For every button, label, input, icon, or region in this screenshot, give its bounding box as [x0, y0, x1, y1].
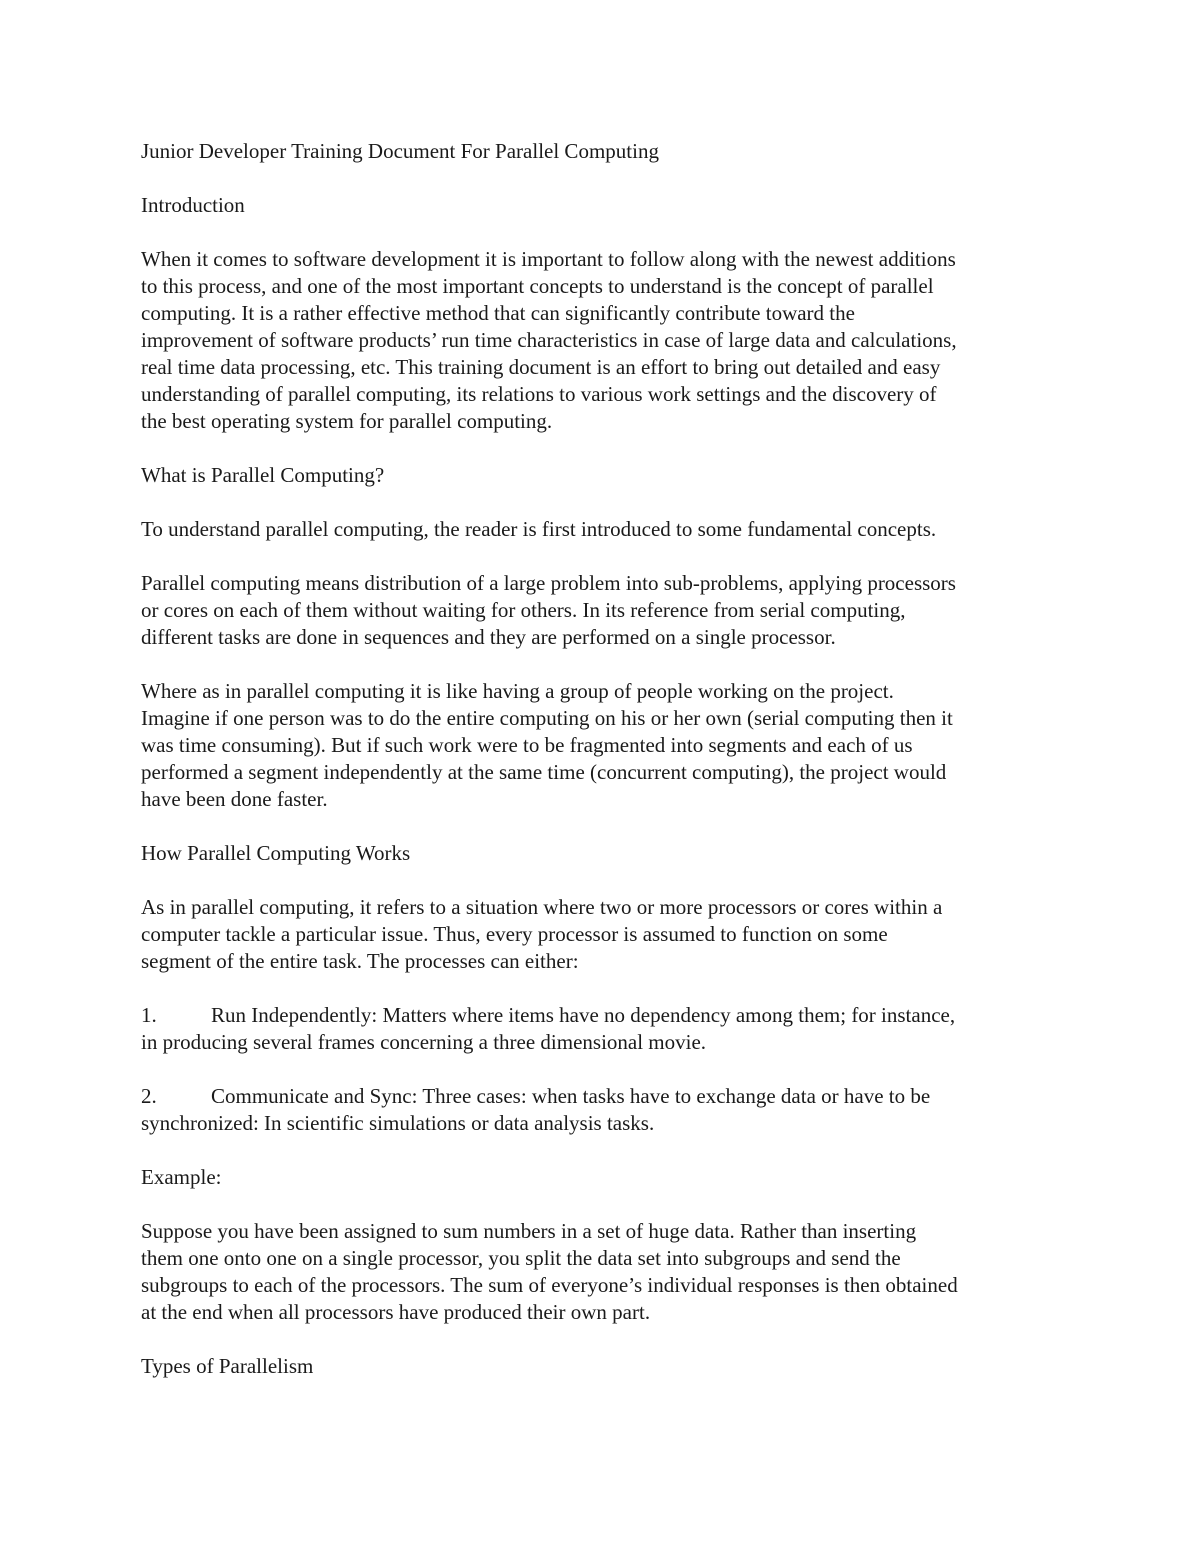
text-line: segment of the entire task. The processes can either:	[141, 949, 579, 973]
list-item-second-line: synchronized: In scientific simulations or data analysis tasks.	[141, 1111, 655, 1135]
section-heading-what-is-parallel-computing: What is Parallel Computing?	[141, 463, 385, 487]
text-line: understanding of parallel computing, its relations to various work settings and the discovery of	[141, 382, 937, 406]
paragraph-group-analogy	[141, 678, 1071, 813]
text-line: performed a segment independently at the same time (concurrent computing), the project would	[141, 760, 947, 784]
list-number: 2.	[141, 1084, 157, 1108]
paragraph-how-it-works	[141, 894, 1071, 975]
list-item-second-line: in producing several frames concerning a three dimensional movie.	[141, 1030, 707, 1054]
section-heading-types-of-parallelism: Types of Parallelism	[141, 1354, 314, 1378]
text-line: the best operating system for parallel computing.	[141, 409, 553, 433]
list-text: Communicate and Sync: Three cases: when tasks have to exchange data or have to be	[211, 1084, 931, 1108]
text-line: computing. It is a rather effective method that can significantly contribute toward the	[141, 301, 855, 325]
text-line: computer tackle a particular issue. Thus, every processor is assumed to function on some	[141, 922, 888, 946]
text-line: Suppose you have been assigned to sum numbers in a set of huge data. Rather than inserting	[141, 1219, 917, 1243]
text-line: or cores on each of them without waiting for others. In its reference from serial computing,	[141, 598, 906, 622]
list-item	[141, 1002, 1071, 1056]
paragraph-fundamental-concepts: To understand parallel computing, the reader is first introduced to some fundamental concepts.	[141, 517, 937, 541]
list-item	[141, 1083, 1071, 1137]
text-line: Parallel computing means distribution of a large problem into sub-problems, applying processors	[141, 571, 956, 595]
text-line: have been done faster.	[141, 787, 328, 811]
text-line: When it comes to software development it is important to follow along with the newest additions	[141, 247, 956, 271]
paragraph-example	[141, 1218, 1071, 1326]
list-number: 1.	[141, 1003, 157, 1027]
section-heading-example: Example:	[141, 1165, 222, 1189]
text-line: As in parallel computing, it refers to a situation where two or more processors or cores within a	[141, 895, 943, 919]
text-line: improvement of software products’ run time characteristics in case of large data and calculations,	[141, 328, 957, 352]
list-item-first-line	[141, 1002, 1071, 1029]
text-line: at the end when all processors have produced their own part.	[141, 1300, 651, 1324]
document-title: Junior Developer Training Document For Parallel Computing	[141, 139, 659, 163]
text-line: subgroups to each of the processors. The sum of everyone’s individual responses is then obtained	[141, 1273, 958, 1297]
text-line: was time consuming). But if such work were to be fragmented into segments and each of us	[141, 733, 913, 757]
text-line: them one onto one on a single processor, you split the data set into subgroups and send the	[141, 1246, 901, 1270]
text-line: real time data processing, etc. This training document is an effort to bring out detailed and easy	[141, 355, 941, 379]
text-line: to this process, and one of the most important concepts to understand is the concept of parallel	[141, 274, 934, 298]
document-page	[141, 138, 1071, 1407]
list-item-first-line	[141, 1083, 1071, 1110]
paragraph-parallel-definition	[141, 570, 1071, 651]
paragraph-introduction	[141, 246, 1071, 435]
text-line: different tasks are done in sequences and they are performed on a single processor.	[141, 625, 836, 649]
list-text: Run Independently: Matters where items have no dependency among them; for instance,	[211, 1003, 956, 1027]
text-line: Imagine if one person was to do the entire computing on his or her own (serial computing then it	[141, 706, 953, 730]
section-heading-introduction: Introduction	[141, 193, 245, 217]
section-heading-how-it-works: How Parallel Computing Works	[141, 841, 411, 865]
text-line: Where as in parallel computing it is like having a group of people working on the project.	[141, 679, 894, 703]
